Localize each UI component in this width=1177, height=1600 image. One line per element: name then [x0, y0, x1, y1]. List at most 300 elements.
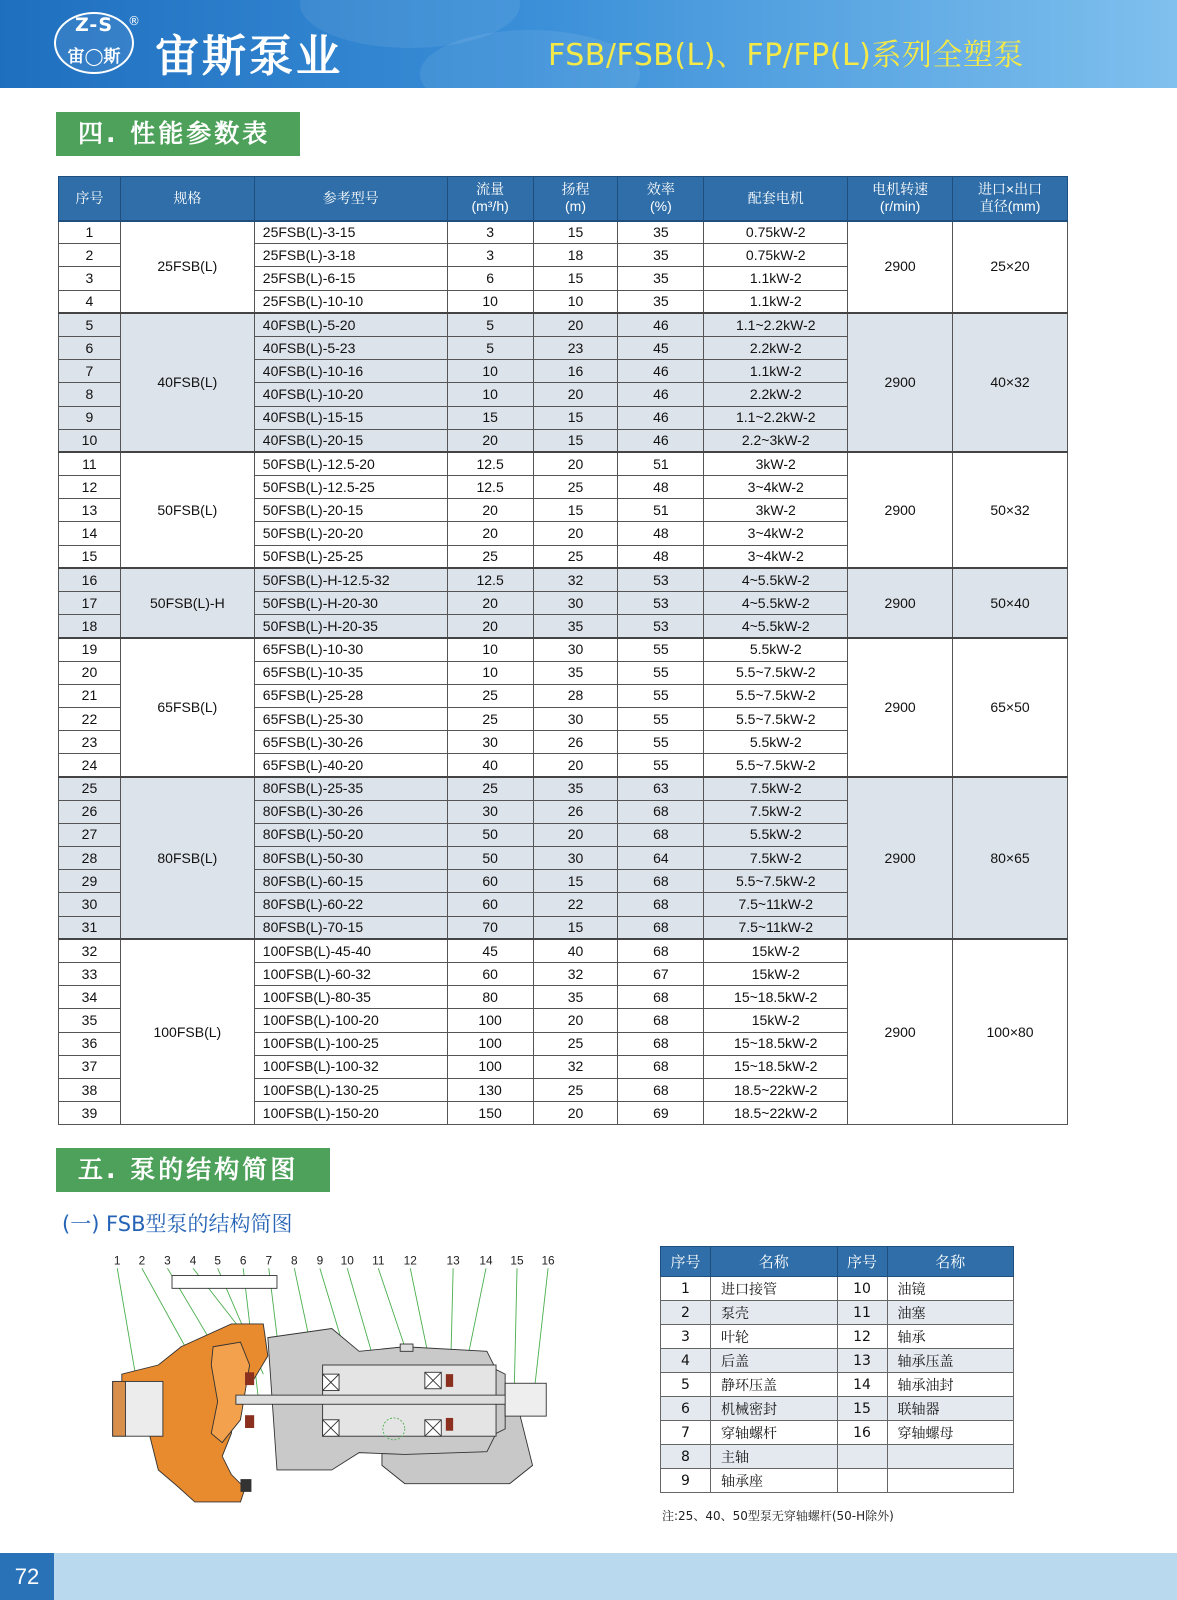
diagram-callout-number: 5	[214, 1253, 221, 1268]
model-cell: 50FSB(L)-12.5-20	[254, 452, 447, 475]
row-number-cell: 15	[59, 545, 121, 568]
flow-cell: 3	[447, 221, 533, 244]
motor-cell: 18.5~22kW-2	[704, 1102, 848, 1125]
head-cell: 26	[533, 800, 618, 823]
head-cell: 15	[533, 267, 618, 290]
part-number-cell: 5	[661, 1373, 711, 1397]
part-name-cell: 油塞	[887, 1301, 1014, 1325]
head-cell: 20	[533, 452, 618, 475]
table-row	[59, 939, 1068, 962]
parts-row	[661, 1421, 1014, 1445]
efficiency-cell: 55	[618, 707, 704, 730]
coupling-shape	[505, 1383, 546, 1416]
head-cell: 15	[533, 221, 618, 244]
motor-cell: 5.5~7.5kW-2	[704, 707, 848, 730]
motor-cell: 3kW-2	[704, 499, 848, 522]
efficiency-cell: 53	[618, 615, 704, 638]
efficiency-cell: 55	[618, 731, 704, 754]
flow-cell: 20	[447, 499, 533, 522]
diagram-callout-number: 4	[189, 1253, 197, 1268]
speed-cell: 2900	[848, 777, 953, 939]
flow-cell: 100	[447, 1032, 533, 1055]
diagram-callout-number: 1	[113, 1253, 121, 1268]
col-header: 进口×出口 直径(mm)	[953, 177, 1068, 221]
efficiency-cell: 68	[618, 1078, 704, 1101]
flow-cell: 25	[447, 545, 533, 568]
flow-cell: 130	[447, 1078, 533, 1101]
diagram-callout-number: 12	[403, 1253, 417, 1268]
head-cell: 20	[533, 1102, 618, 1125]
part-name-cell: 进口接管	[711, 1277, 838, 1301]
sub-title: (一) FSB型泵的结构简图	[62, 1212, 293, 1236]
diagram-number-labels	[114, 1254, 555, 1268]
spec-cell: 40FSB(L)	[120, 313, 254, 452]
row-number-cell: 1	[59, 221, 121, 244]
parts-row	[661, 1277, 1014, 1301]
shaft-shape	[236, 1395, 510, 1404]
impeller-shape	[211, 1342, 249, 1442]
spec-cell: 80FSB(L)	[120, 777, 254, 939]
motor-cell: 2.2kW-2	[704, 383, 848, 406]
head-cell: 18	[533, 244, 618, 267]
head-cell: 20	[533, 313, 618, 336]
flow-cell: 20	[447, 592, 533, 615]
head-cell: 20	[533, 754, 618, 777]
motor-cell: 5.5kW-2	[704, 638, 848, 661]
model-cell: 100FSB(L)-80-35	[254, 986, 447, 1009]
performance-table	[58, 176, 1068, 1125]
row-number-cell: 16	[59, 568, 121, 591]
flow-cell: 10	[447, 383, 533, 406]
efficiency-cell: 48	[618, 545, 704, 568]
page-number: 72	[0, 1553, 54, 1600]
flow-cell: 6	[447, 267, 533, 290]
efficiency-cell: 68	[618, 893, 704, 916]
flow-cell: 70	[447, 916, 533, 939]
spec-group	[59, 221, 1068, 314]
flow-cell: 150	[447, 1102, 533, 1125]
part-name-cell: 机械密封	[711, 1397, 838, 1421]
table-row	[59, 452, 1068, 475]
motor-cell: 0.75kW-2	[704, 221, 848, 244]
diagram-callout-number: 7	[265, 1253, 273, 1268]
motor-cell: 5.5~7.5kW-2	[704, 754, 848, 777]
efficiency-cell: 35	[618, 244, 704, 267]
row-number-cell: 37	[59, 1055, 121, 1078]
row-number-cell: 10	[59, 429, 121, 452]
head-cell: 15	[533, 429, 618, 452]
diagram-callout-number: 3	[164, 1253, 171, 1268]
head-cell: 30	[533, 638, 618, 661]
flow-cell: 40	[447, 754, 533, 777]
model-cell: 80FSB(L)-50-30	[254, 847, 447, 870]
part-name-cell: 轴承油封	[887, 1373, 1014, 1397]
flow-cell: 3	[447, 244, 533, 267]
col-header: 参考型号	[254, 177, 447, 221]
speed-cell: 2900	[848, 638, 953, 777]
row-number-cell: 31	[59, 916, 121, 939]
section-title-performance	[56, 112, 300, 156]
section-title-text: 四. 性能参数表	[78, 119, 271, 148]
model-cell: 40FSB(L)-5-20	[254, 313, 447, 336]
row-number-cell: 17	[59, 592, 121, 615]
efficiency-cell: 46	[618, 429, 704, 452]
col-header: 名称	[887, 1247, 1014, 1277]
row-number-cell: 22	[59, 707, 121, 730]
flow-cell: 10	[447, 360, 533, 383]
table-header-row	[59, 177, 1068, 221]
model-cell: 65FSB(L)-10-35	[254, 661, 447, 684]
model-cell: 40FSB(L)-10-16	[254, 360, 447, 383]
motor-cell: 15~18.5kW-2	[704, 1032, 848, 1055]
efficiency-cell: 48	[618, 476, 704, 499]
row-number-cell: 18	[59, 615, 121, 638]
motor-cell: 18.5~22kW-2	[704, 1078, 848, 1101]
flow-cell: 50	[447, 823, 533, 846]
row-number-cell: 7	[59, 360, 121, 383]
flow-cell: 20	[447, 615, 533, 638]
head-cell: 25	[533, 1078, 618, 1101]
efficiency-cell: 68	[618, 986, 704, 1009]
flow-cell: 10	[447, 661, 533, 684]
col-header: 序号	[661, 1247, 711, 1277]
leader-line	[514, 1268, 517, 1388]
part-number-cell: 10	[837, 1277, 887, 1301]
row-number-cell: 30	[59, 893, 121, 916]
row-number-cell: 26	[59, 800, 121, 823]
model-cell: 100FSB(L)-100-25	[254, 1032, 447, 1055]
efficiency-cell: 67	[618, 963, 704, 986]
flow-cell: 60	[447, 963, 533, 986]
col-header: 流量 (m³/h)	[447, 177, 533, 221]
row-number-cell: 33	[59, 963, 121, 986]
head-cell: 25	[533, 476, 618, 499]
flow-cell: 20	[447, 522, 533, 545]
col-header: 效率 (%)	[618, 177, 704, 221]
part-number-cell: 12	[837, 1325, 887, 1349]
page-footer	[0, 1553, 1177, 1600]
motor-cell: 2.2~3kW-2	[704, 429, 848, 452]
motor-cell: 1.1kW-2	[704, 360, 848, 383]
efficiency-cell: 46	[618, 360, 704, 383]
efficiency-cell: 55	[618, 638, 704, 661]
model-cell: 65FSB(L)-25-28	[254, 684, 447, 707]
motor-cell: 4~5.5kW-2	[704, 568, 848, 591]
efficiency-cell: 51	[618, 452, 704, 475]
part-number-cell	[837, 1445, 887, 1469]
efficiency-cell: 35	[618, 267, 704, 290]
motor-cell: 5.5~7.5kW-2	[704, 870, 848, 893]
mechanical-seal-shape	[245, 1372, 254, 1385]
model-cell: 25FSB(L)-3-15	[254, 221, 447, 244]
registered-mark: ®	[128, 14, 140, 28]
efficiency-cell: 55	[618, 754, 704, 777]
head-cell: 30	[533, 847, 618, 870]
part-name-cell: 叶轮	[711, 1325, 838, 1349]
motor-cell: 1.1kW-2	[704, 290, 848, 313]
motor-bracket-shape	[172, 1276, 277, 1289]
flow-cell: 12.5	[447, 476, 533, 499]
nut-shape	[240, 1479, 251, 1492]
parts-row	[661, 1397, 1014, 1421]
table-row	[59, 638, 1068, 661]
motor-cell: 5.5~7.5kW-2	[704, 684, 848, 707]
row-number-cell: 4	[59, 290, 121, 313]
motor-cell: 7.5~11kW-2	[704, 916, 848, 939]
efficiency-cell: 55	[618, 661, 704, 684]
motor-cell: 0.75kW-2	[704, 244, 848, 267]
speed-cell: 2900	[848, 939, 953, 1125]
efficiency-cell: 48	[618, 522, 704, 545]
series-title: FSB/FSB(L)、FP/FP(L)系列全塑泵	[548, 38, 1024, 73]
efficiency-cell: 35	[618, 290, 704, 313]
model-cell: 65FSB(L)-10-30	[254, 638, 447, 661]
row-number-cell: 29	[59, 870, 121, 893]
speed-cell: 2900	[848, 452, 953, 568]
part-number-cell: 1	[661, 1277, 711, 1301]
row-number-cell: 9	[59, 406, 121, 429]
motor-cell: 7.5kW-2	[704, 847, 848, 870]
motor-cell: 7.5kW-2	[704, 777, 848, 800]
flow-cell: 20	[447, 429, 533, 452]
efficiency-cell: 46	[618, 313, 704, 336]
motor-cell: 3~4kW-2	[704, 522, 848, 545]
motor-cell: 15kW-2	[704, 1009, 848, 1032]
diameter-cell: 40×32	[953, 313, 1068, 452]
parts-row	[661, 1445, 1014, 1469]
flow-cell: 50	[447, 847, 533, 870]
table-row	[59, 313, 1068, 336]
inlet-flange-shape	[113, 1381, 126, 1436]
row-number-cell: 23	[59, 731, 121, 754]
flow-cell: 30	[447, 800, 533, 823]
head-cell: 25	[533, 545, 618, 568]
efficiency-cell: 68	[618, 916, 704, 939]
efficiency-cell: 55	[618, 684, 704, 707]
row-number-cell: 13	[59, 499, 121, 522]
model-cell: 50FSB(L)-25-25	[254, 545, 447, 568]
diagram-callout-number: 15	[510, 1253, 524, 1268]
model-cell: 80FSB(L)-50-20	[254, 823, 447, 846]
motor-cell: 1.1~2.2kW-2	[704, 313, 848, 336]
model-cell: 40FSB(L)-15-15	[254, 406, 447, 429]
parts-row	[661, 1469, 1014, 1493]
head-cell: 20	[533, 1009, 618, 1032]
diagram-callout-number: 9	[316, 1253, 324, 1268]
diameter-cell: 50×40	[953, 568, 1068, 638]
table-row	[59, 221, 1068, 244]
part-number-cell: 4	[661, 1349, 711, 1373]
part-name-cell: 联轴器	[887, 1397, 1014, 1421]
diagram-callout-number: 6	[239, 1253, 247, 1268]
model-cell: 80FSB(L)-60-22	[254, 893, 447, 916]
part-name-cell: 轴承压盖	[887, 1349, 1014, 1373]
efficiency-cell: 68	[618, 1032, 704, 1055]
spec-group	[59, 568, 1068, 638]
part-name-cell: 穿轴螺杆	[711, 1421, 838, 1445]
row-number-cell: 11	[59, 452, 121, 475]
row-number-cell: 28	[59, 847, 121, 870]
parts-header-row	[661, 1247, 1014, 1277]
model-cell: 25FSB(L)-3-18	[254, 244, 447, 267]
motor-cell: 15~18.5kW-2	[704, 1055, 848, 1078]
efficiency-cell: 45	[618, 336, 704, 359]
parts-row	[661, 1349, 1014, 1373]
row-number-cell: 34	[59, 986, 121, 1009]
head-cell: 26	[533, 731, 618, 754]
efficiency-cell: 68	[618, 1009, 704, 1032]
model-cell: 100FSB(L)-130-25	[254, 1078, 447, 1101]
model-cell: 50FSB(L)-H-20-30	[254, 592, 447, 615]
head-cell: 15	[533, 499, 618, 522]
model-cell: 65FSB(L)-40-20	[254, 754, 447, 777]
row-number-cell: 25	[59, 777, 121, 800]
model-cell: 50FSB(L)-20-20	[254, 522, 447, 545]
spec-group	[59, 452, 1068, 568]
motor-cell: 2.2kW-2	[704, 336, 848, 359]
diameter-cell: 25×20	[953, 221, 1068, 314]
col-header: 序号	[59, 177, 121, 221]
head-cell: 32	[533, 1055, 618, 1078]
speed-cell: 2900	[848, 568, 953, 638]
motor-cell: 4~5.5kW-2	[704, 615, 848, 638]
col-header: 名称	[711, 1247, 838, 1277]
row-number-cell: 32	[59, 939, 121, 962]
oil-plug-shape	[400, 1344, 413, 1351]
part-number-cell: 11	[837, 1301, 887, 1325]
model-cell: 50FSB(L)-H-20-35	[254, 615, 447, 638]
diagram-callout-number: 14	[479, 1253, 493, 1268]
motor-cell: 3kW-2	[704, 452, 848, 475]
diameter-cell: 50×32	[953, 452, 1068, 568]
spec-group	[59, 939, 1068, 1125]
motor-cell: 7.5kW-2	[704, 800, 848, 823]
efficiency-cell: 68	[618, 1055, 704, 1078]
spec-group	[59, 777, 1068, 939]
spec-cell: 50FSB(L)-H	[120, 568, 254, 638]
flow-cell: 100	[447, 1009, 533, 1032]
diagram-callout-number: 16	[541, 1253, 555, 1268]
motor-cell: 5.5~7.5kW-2	[704, 661, 848, 684]
efficiency-cell: 69	[618, 1102, 704, 1125]
row-number-cell: 12	[59, 476, 121, 499]
part-number-cell: 8	[661, 1445, 711, 1469]
model-cell: 50FSB(L)-12.5-25	[254, 476, 447, 499]
parts-row	[661, 1301, 1014, 1325]
model-cell: 40FSB(L)-10-20	[254, 383, 447, 406]
model-cell: 80FSB(L)-60-15	[254, 870, 447, 893]
part-name-cell: 泵壳	[711, 1301, 838, 1325]
model-cell: 25FSB(L)-10-10	[254, 290, 447, 313]
head-cell: 23	[533, 336, 618, 359]
flow-cell: 12.5	[447, 568, 533, 591]
row-number-cell: 5	[59, 313, 121, 336]
head-cell: 32	[533, 963, 618, 986]
flow-cell: 12.5	[447, 452, 533, 475]
table-row	[59, 777, 1068, 800]
model-cell: 80FSB(L)-30-26	[254, 800, 447, 823]
motor-cell: 3~4kW-2	[704, 476, 848, 499]
head-cell: 10	[533, 290, 618, 313]
page-header	[0, 0, 1177, 88]
row-number-cell: 3	[59, 267, 121, 290]
head-cell: 30	[533, 592, 618, 615]
motor-cell: 1.1kW-2	[704, 267, 848, 290]
part-name-cell	[887, 1445, 1014, 1469]
row-number-cell: 20	[59, 661, 121, 684]
diameter-cell: 65×50	[953, 638, 1068, 777]
motor-cell: 7.5~11kW-2	[704, 893, 848, 916]
diameter-cell: 100×80	[953, 939, 1068, 1125]
row-number-cell: 38	[59, 1078, 121, 1101]
model-cell: 100FSB(L)-100-20	[254, 1009, 447, 1032]
leader-line	[378, 1268, 404, 1346]
oil-seal-shape	[446, 1374, 453, 1387]
head-cell: 20	[533, 522, 618, 545]
flow-cell: 80	[447, 986, 533, 1009]
head-cell: 35	[533, 777, 618, 800]
head-cell: 20	[533, 383, 618, 406]
diagram-callout-number: 10	[340, 1253, 354, 1268]
motor-cell: 5.5kW-2	[704, 731, 848, 754]
diameter-cell: 80×65	[953, 777, 1068, 939]
spec-cell: 100FSB(L)	[120, 939, 254, 1125]
flow-cell: 45	[447, 939, 533, 962]
row-number-cell: 35	[59, 1009, 121, 1032]
motor-cell: 4~5.5kW-2	[704, 592, 848, 615]
diagram-callout-number: 13	[446, 1253, 460, 1268]
row-number-cell: 19	[59, 638, 121, 661]
brand-name: 宙斯泵业	[155, 31, 343, 82]
motor-cell: 15kW-2	[704, 963, 848, 986]
head-cell: 25	[533, 1032, 618, 1055]
table-row	[59, 568, 1068, 591]
part-number-cell: 7	[661, 1421, 711, 1445]
efficiency-cell: 35	[618, 221, 704, 244]
part-number-cell: 2	[661, 1301, 711, 1325]
efficiency-cell: 53	[618, 592, 704, 615]
logo-chinese: 宙◯斯	[67, 47, 121, 67]
model-cell: 50FSB(L)-H-12.5-32	[254, 568, 447, 591]
part-name-cell: 穿轴螺母	[887, 1421, 1014, 1445]
part-name-cell: 轴承座	[711, 1469, 838, 1493]
model-cell: 40FSB(L)-5-23	[254, 336, 447, 359]
section-title-structure	[56, 1148, 330, 1192]
table-note: 注:25、40、50型泵无穿轴螺杆(50-H除外)	[662, 1509, 894, 1523]
part-number-cell: 6	[661, 1397, 711, 1421]
flow-cell: 60	[447, 893, 533, 916]
efficiency-cell: 64	[618, 847, 704, 870]
head-cell: 22	[533, 893, 618, 916]
motor-cell: 15~18.5kW-2	[704, 986, 848, 1009]
col-header: 扬程 (m)	[533, 177, 618, 221]
part-number-cell	[837, 1469, 887, 1493]
flow-cell: 30	[447, 731, 533, 754]
head-cell: 32	[533, 568, 618, 591]
spec-group	[59, 638, 1068, 777]
efficiency-cell: 46	[618, 406, 704, 429]
flow-cell: 25	[447, 777, 533, 800]
row-number-cell: 36	[59, 1032, 121, 1055]
efficiency-cell: 53	[618, 568, 704, 591]
head-cell: 15	[533, 916, 618, 939]
part-number-cell: 15	[837, 1397, 887, 1421]
logo-letters: Z-S	[74, 14, 113, 36]
parts-row	[661, 1325, 1014, 1349]
col-header: 序号	[837, 1247, 887, 1277]
pump-structure-diagram	[80, 1250, 620, 1522]
part-number-cell: 13	[837, 1349, 887, 1373]
